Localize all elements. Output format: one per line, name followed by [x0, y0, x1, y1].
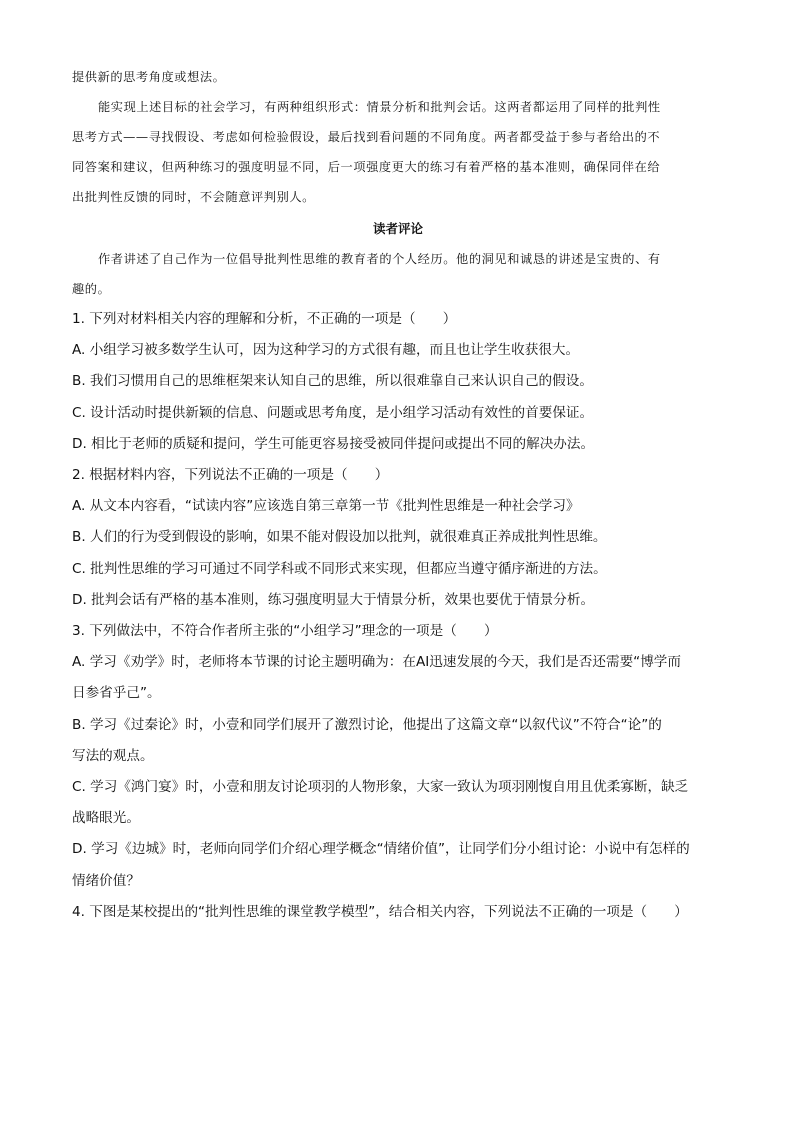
passage-paragraph-line: 同答案和建议，但两种练习的强度明显不同，后一项强度更大的练习有着严格的基本准则，确保同伴在给: [72, 160, 661, 174]
passage-paragraph-line: 出批判性反馈的同时，不会随意评判别人。: [72, 190, 315, 204]
question-stem: 2. 根据材料内容，下列说法不正确的一项是（ ）: [72, 467, 389, 484]
question-option: B. 学习《过秦论》时，小壹和同学们展开了激烈讨论，他提出了这篇文章“以叙代议”不符合“论”的: [72, 716, 662, 733]
question-option: C. 学习《鸿门宴》时，小壹和朋友讨论项羽的人物形象，大家一致认为项羽刚愎自用且优柔寡断，缺乏: [72, 779, 689, 796]
question-option: A. 小组学习被多数学生认可，因为这种学习的方式很有趣，而且也让学生收获很大。: [72, 342, 580, 359]
question-option: D. 批判会话有严格的基本准则，练习强度明显大于情景分析，效果也要优于情景分析。: [72, 591, 595, 608]
question-stem: 1. 下列对材料相关内容的理解和分析，不正确的一项是（ ）: [72, 311, 457, 327]
question-option: B. 人们的行为受到假设的影响，如果不能对假设加以批判，就很难真正养成批判性思维。: [72, 529, 607, 546]
passage-line: 提供新的思考角度或想法。: [72, 70, 226, 84]
question-option: C. 批判性思维的学习可通过不同学科或不同形式来实现，但都应当遵守循序渐进的方法。: [72, 560, 607, 577]
passage-paragraph-line: 能实现上述目标的社会学习，有两种组织形式：情景分析和批判会话。这两者都运用了同样的批判性: [98, 100, 661, 114]
question-option: B. 我们习惯用自己的思维框架来认知自己的思维，所以很难靠自己来认识自己的假设。: [72, 373, 593, 390]
review-paragraph-line: 作者讲述了自己作为一位倡导批判性思维的教育者的个人经历。他的洞见和诚恳的讲述是宝贵的、有: [98, 252, 661, 266]
question-option: 日参省乎己”。: [72, 685, 161, 702]
question-option: 战略眼光。: [72, 810, 140, 827]
passage-paragraph-line: 思考方式——寻找假设、考虑如何检验假设，最后找到看问题的不同角度。两者都受益于参与者给出的不: [72, 130, 661, 144]
question-stem: 3. 下列做法中，不符合作者所主张的“小组学习”理念的一项是（ ）: [72, 623, 498, 640]
question-option: 情绪价值？: [72, 872, 140, 889]
question-option: D. 相比于老师的质疑和提问，学生可能更容易接受被同伴提问或提出不同的解决办法。: [72, 435, 595, 452]
document-page: [72, 62, 724, 928]
question-option: 写法的观点。: [72, 747, 154, 764]
question-option: D. 学习《边城》时，老师向同学们介绍心理学概念“情绪价值”，让同学们分小组讨论：小说中有怎样的: [72, 841, 690, 858]
section-heading: 读者评论: [372, 221, 423, 236]
question-option: A. 从文本内容看，“试读内容”应该选自第三章第一节《批判性思维是一种社会学习》: [72, 498, 580, 515]
review-paragraph-line: 趣的。: [72, 282, 111, 296]
question-stem: 4. 下图是某校提出的“批判性思维的课堂教学模型”，结合相关内容，下列说法不正确的一项是（ ）: [72, 903, 688, 920]
question-option: A. 学习《劝学》时，老师将本节课的讨论主题明确为：在AI迅速发展的今天，我们是否还需要“博学而: [72, 654, 681, 671]
question-option: C. 设计活动时提供新颖的信息、问题或思考角度，是小组学习活动有效性的首要保证。: [72, 404, 594, 421]
